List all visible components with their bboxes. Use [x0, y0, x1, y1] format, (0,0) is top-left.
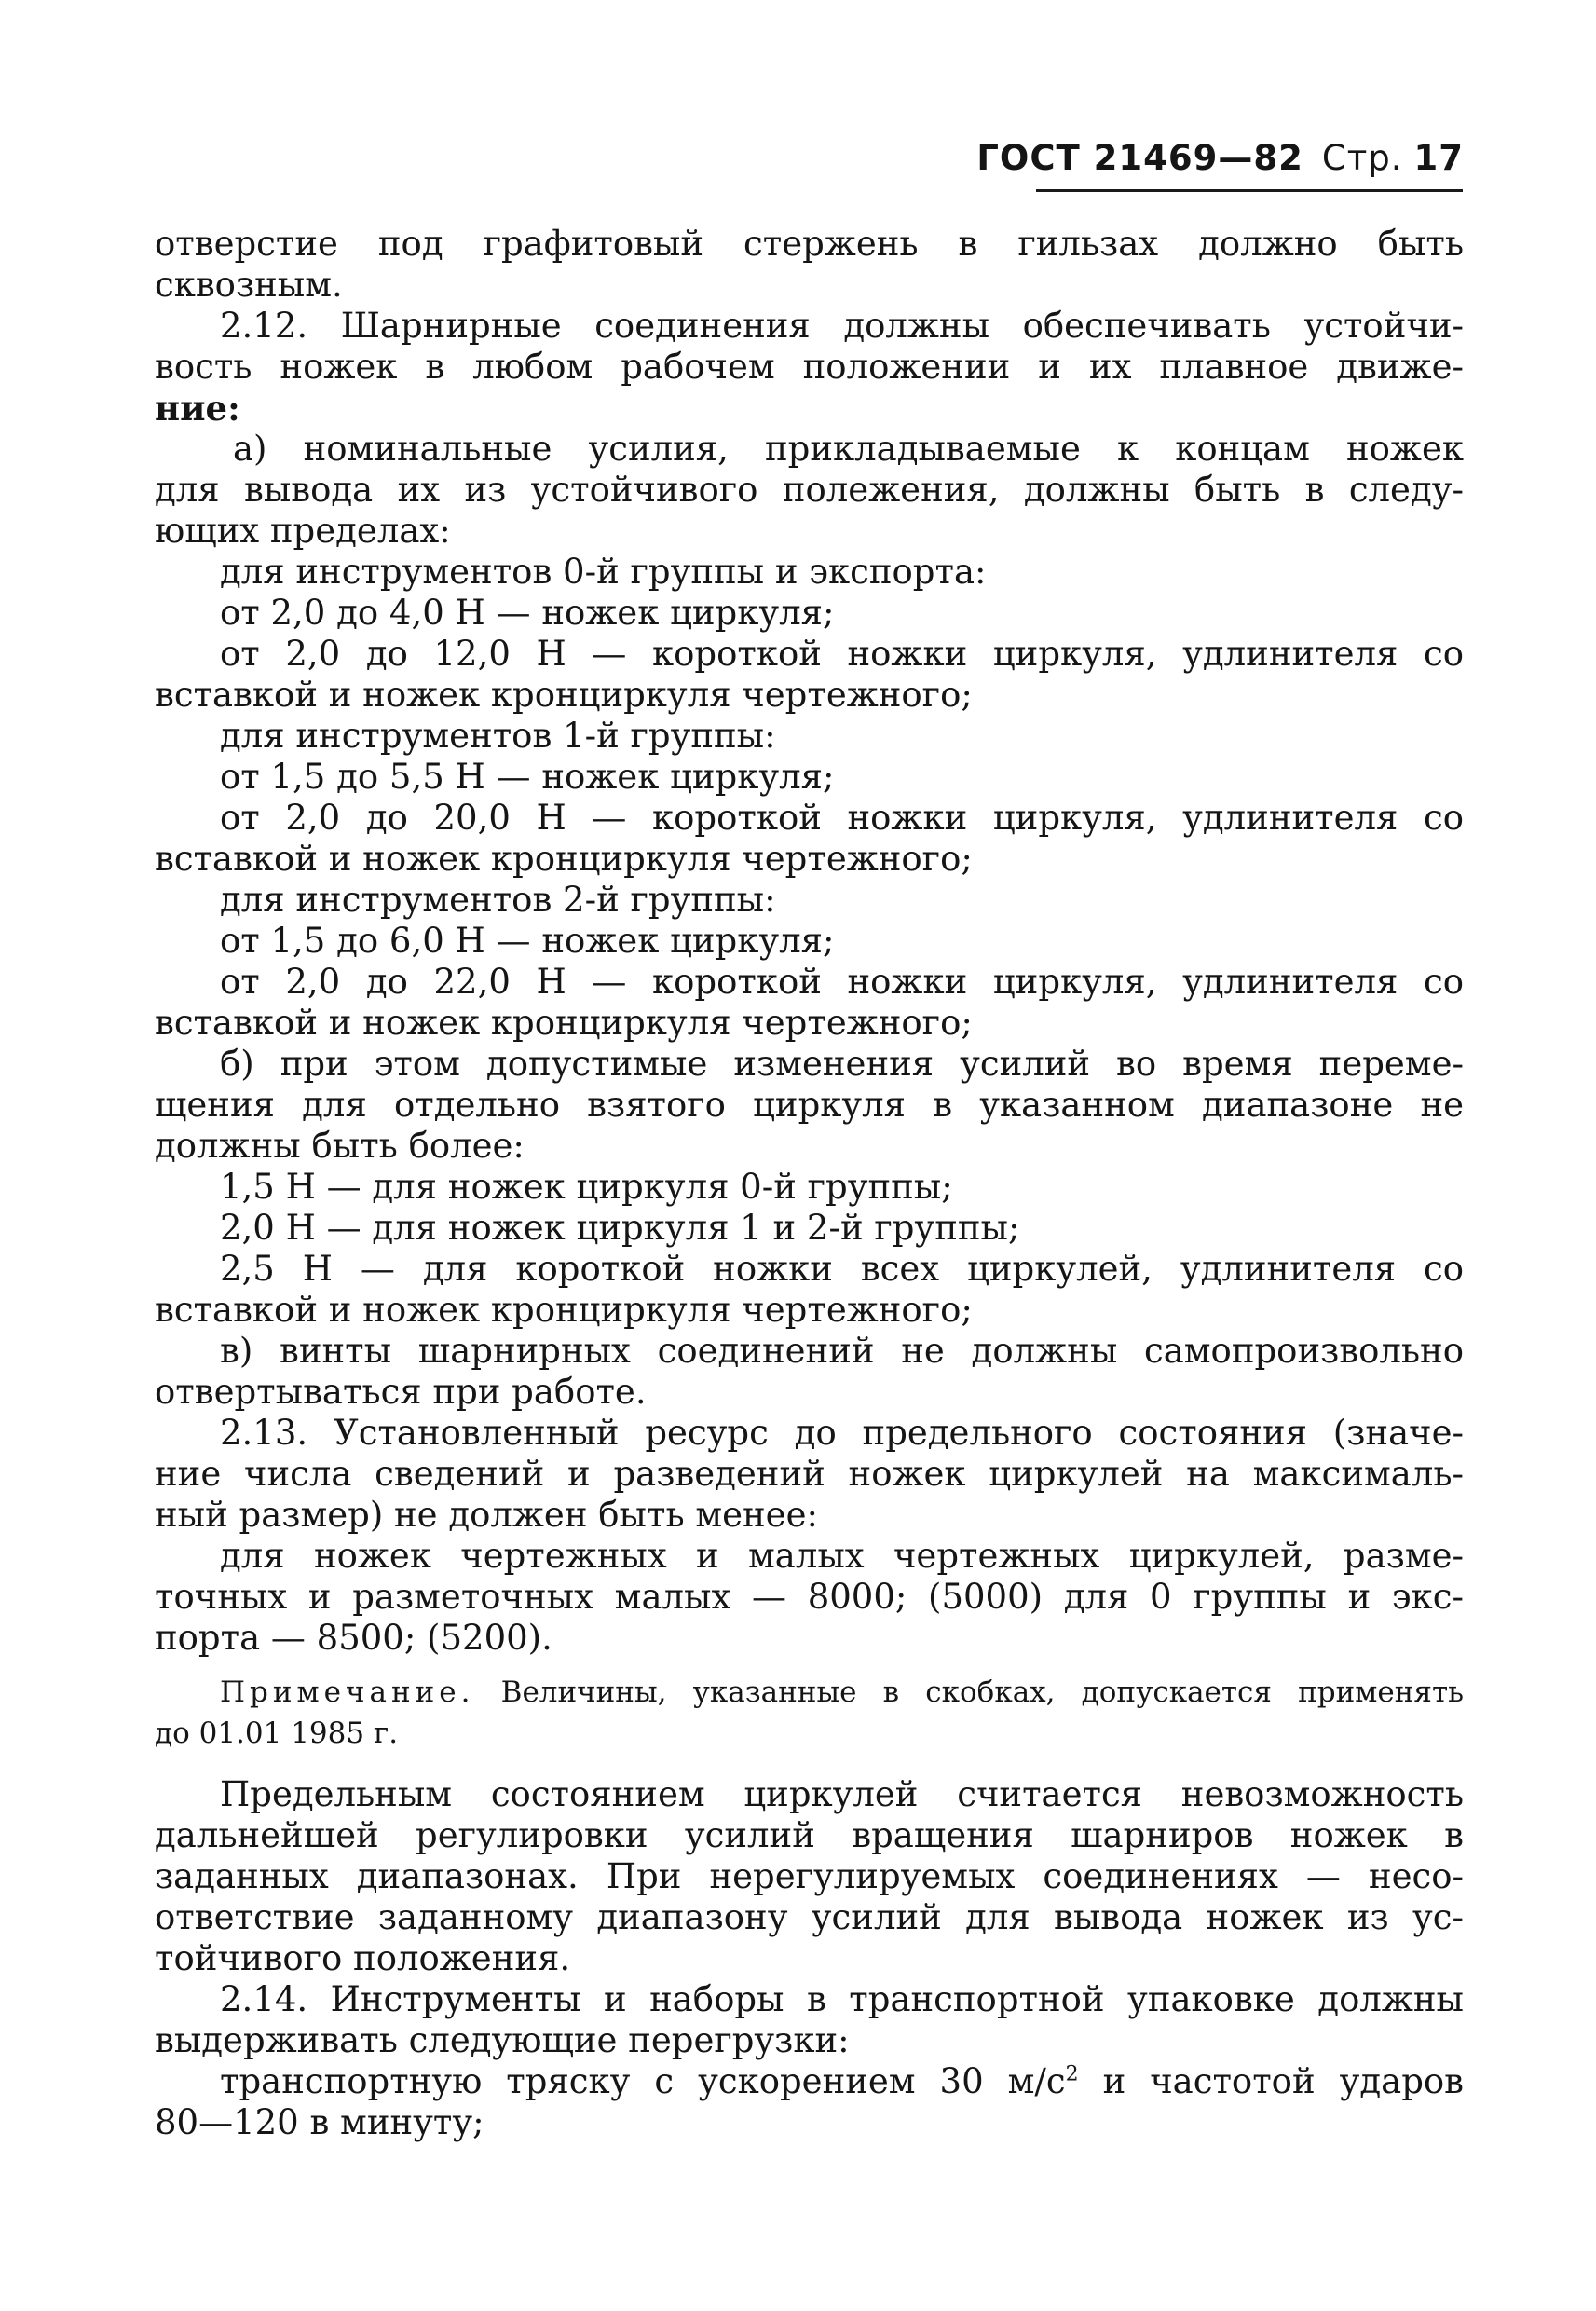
- note-label: Примечание.: [220, 1675, 475, 1709]
- text-line: ответствие заданному диапазону усилий для вывода ножек из ус-: [155, 1897, 1464, 1937]
- clause-2-13: 2.13. Установленный ресурс до предельного состояния (значе-: [220, 1413, 1464, 1453]
- text-line: [155, 2061, 1464, 2102]
- text-line: от 2,0 до 12,0 Н — короткой ножки циркуля, удлинителя со: [220, 634, 1464, 674]
- superscript: 2: [1065, 2062, 1079, 2086]
- text-line: ние числа сведений и разведений ножек циркулей на максималь-: [155, 1454, 1464, 1494]
- text-fragment: транспортную тряску с ускорением 30 м/с: [220, 2061, 1066, 2101]
- text-line: для инструментов 0-й группы и экспорта:: [220, 552, 987, 592]
- text-line: 1,5 Н — для ножек циркуля 0-й группы;: [220, 1167, 953, 1207]
- text-fragment: и частотой ударов: [1102, 2061, 1464, 2101]
- text-line: дальнейшей регулировки усилий вращения шарниров ножек в: [155, 1815, 1464, 1855]
- spacer: [155, 1659, 1464, 1672]
- text-line: 2,5 Н — для короткой ножки всех циркулей, удлинителя со: [220, 1249, 1464, 1289]
- text-line: вставкой и ножек кронциркуля чертежного;: [155, 1290, 973, 1330]
- text-line: заданных диапазонах. При нерегулируемых соединениях — несо-: [155, 1856, 1464, 1896]
- clause-2-12: 2.12. Шарнирные соединения должны обеспечивать устойчи-: [220, 306, 1464, 346]
- text-line: от 1,5 до 6,0 Н — ножек циркуля;: [220, 921, 835, 961]
- text-line: от 2,0 до 20,0 Н — короткой ножки циркуля, удлинителя со: [220, 798, 1464, 838]
- item-a: а) номинальные усилия, прикладываемые к концам ножек: [233, 429, 1464, 469]
- text-line: тойчивого положения.: [155, 1938, 571, 1978]
- spacer: [155, 1754, 1464, 1774]
- text-line: 2,0 Н — для ножек циркуля 1 и 2-й группы;: [220, 1208, 1020, 1248]
- standard-number: ГОСТ 21469—82: [976, 138, 1303, 178]
- note-text: Величины, указанные в скобках, допускается применять: [500, 1675, 1464, 1709]
- text-line: вставкой и ножек кронциркуля чертежного;: [155, 1003, 973, 1043]
- page-label: Стр.: [1321, 138, 1403, 178]
- text-line: отверстие под графитовый стержень в гильзах должно быть: [155, 224, 1464, 264]
- clause-2-14: 2.14. Инструменты и наборы в транспортной упаковке должны: [220, 1979, 1464, 2019]
- text-line: точных и разметочных малых — 8000; (5000) для 0 группы и экс-: [155, 1577, 1464, 1617]
- item-b: б) при этом допустимые изменения усилий во время переме-: [220, 1044, 1464, 1084]
- note-line: [155, 1672, 1464, 1713]
- text-line: выдерживать следующие перегрузки:: [155, 2020, 850, 2060]
- text-line: порта — 8500; (5200).: [155, 1618, 552, 1658]
- text-line: сквозным.: [155, 265, 343, 305]
- text-line: от 2,0 до 4,0 Н — ножек циркуля;: [220, 593, 835, 633]
- text-line: для ножек чертежных и малых чертежных циркулей, разме-: [220, 1536, 1464, 1576]
- text-line: от 1,5 до 5,5 Н — ножек циркуля;: [220, 757, 835, 797]
- text-line: от 2,0 до 22,0 Н — короткой ножки циркуля, удлинителя со: [220, 962, 1464, 1002]
- text-line: 80—120 в минуту;: [155, 2102, 484, 2142]
- text-line: вставкой и ножек кронциркуля чертежного;: [155, 839, 973, 879]
- text-line: отвертываться при работе.: [155, 1372, 647, 1412]
- text-line: вставкой и ножек кронциркуля чертежного;: [155, 675, 973, 715]
- text-line: ющих пределах:: [155, 511, 451, 551]
- item-v: в) винты шарнирных соединений не должны самопроизвольно: [220, 1331, 1464, 1371]
- text-line: вость ножек в любом рабочем положении и их плавное движе-: [155, 347, 1464, 387]
- text-line: для вывода их из устойчивого полежения, должны быть в следу-: [155, 470, 1464, 510]
- text-line: для инструментов 1-й группы:: [220, 716, 776, 756]
- document-body: [155, 224, 1464, 2143]
- text-line: щения для отдельно взятого циркуля в указанном диапазоне не: [155, 1085, 1464, 1125]
- text-line: Предельным состоянием циркулей считается невозможность: [220, 1774, 1464, 1814]
- header-rule: [1036, 189, 1463, 192]
- text-line: для инструментов 2-й группы:: [220, 880, 776, 920]
- page-number: 17: [1413, 138, 1464, 178]
- text-line: должны быть более:: [155, 1126, 525, 1166]
- text-line: ный размер) не должен быть менее:: [155, 1495, 818, 1535]
- page-header: [976, 138, 1464, 178]
- text-line: ние:: [155, 388, 240, 429]
- note-line: до 01.01 1985 г.: [155, 1716, 399, 1750]
